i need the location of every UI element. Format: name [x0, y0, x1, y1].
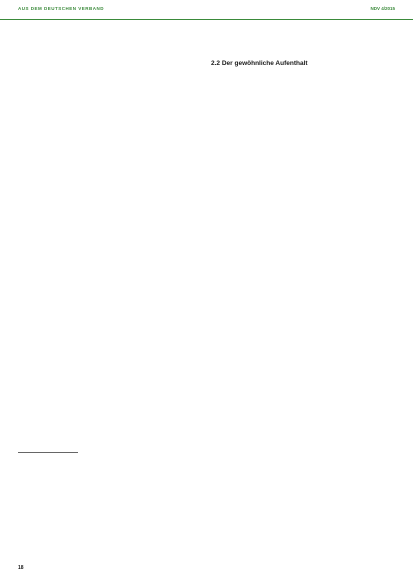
page-number: 18 [18, 565, 24, 571]
running-header-issue: NDV 4/2015 [370, 6, 395, 11]
footnotes [18, 455, 395, 555]
left-column [18, 26, 194, 446]
right-column [211, 26, 387, 446]
footnote-divider [18, 452, 78, 453]
running-header [0, 0, 413, 20]
running-header-title: AUS DEM DEUTSCHEN VERBAND [18, 6, 105, 11]
section-heading: 2.2 Der gewöhnliche Aufenthalt [211, 60, 308, 67]
